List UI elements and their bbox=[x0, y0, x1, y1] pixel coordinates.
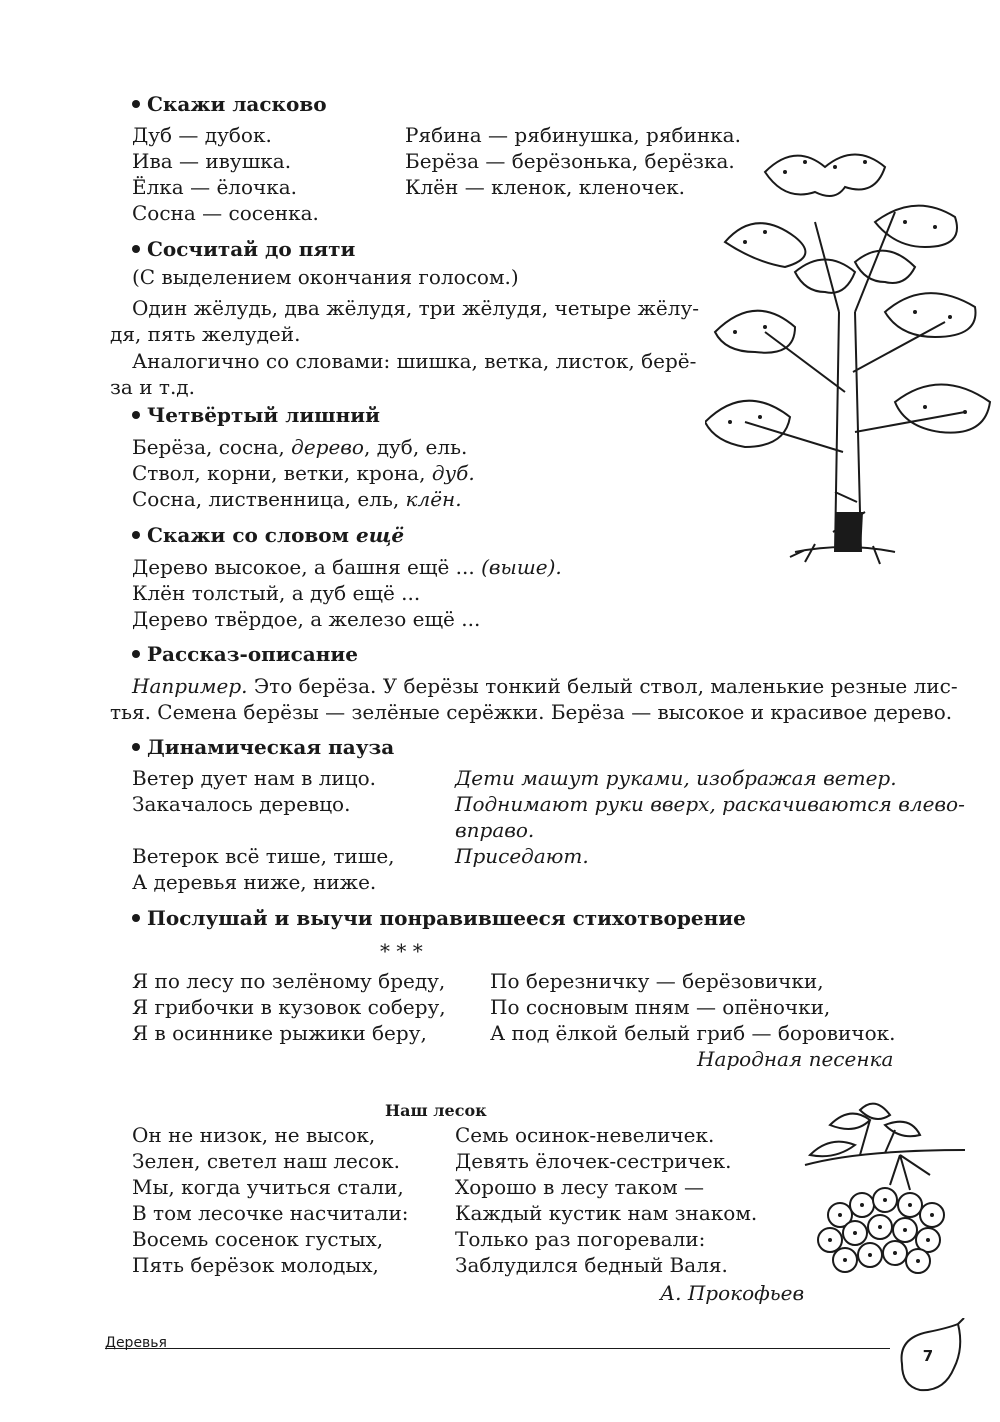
word-pair: Клён — кленок, кленочек. bbox=[405, 175, 686, 199]
heading-say-with-more: Скажи со словом ещё bbox=[132, 522, 404, 548]
comparison-line: Клён толстый, а дуб ещё ... bbox=[132, 581, 421, 605]
poem-source: Народная песенка bbox=[697, 1047, 894, 1071]
poem-line: Зелен, светел наш лесок. bbox=[132, 1149, 400, 1173]
poem-line: Семь осинок-невеличек. bbox=[455, 1123, 715, 1147]
footer-rule bbox=[105, 1348, 890, 1349]
verse-line: Ветерок всё тише, тише, bbox=[132, 844, 395, 868]
poem-title: Наш лесок bbox=[385, 1101, 487, 1120]
verse-line: А деревья ниже, ниже. bbox=[132, 870, 377, 894]
rowan-berries-illustration bbox=[800, 1095, 970, 1285]
poem-line: Я грибочки в кузовок соберу, bbox=[132, 995, 446, 1019]
word-pair: Дуб — дубок. bbox=[132, 123, 272, 147]
poem-line: Я по лесу по зелёному бреду, bbox=[132, 969, 446, 993]
poem-line: Хорошо в лесу таком — bbox=[455, 1175, 705, 1199]
bullet-icon bbox=[132, 411, 140, 419]
poem1-right bbox=[490, 968, 896, 1046]
poem-line: Девять ёлочек-сестричек. bbox=[455, 1149, 732, 1173]
poem2-left bbox=[132, 1122, 409, 1278]
comparison-line: Дерево высокое, а башня ещё ... (выше). bbox=[132, 555, 562, 579]
footer-section-title: Деревья bbox=[105, 1335, 167, 1351]
paragraph-line: за и т.д. bbox=[110, 375, 195, 399]
word-pairs-right bbox=[405, 122, 741, 200]
poem-line: Мы, когда учиться стали, bbox=[132, 1175, 404, 1199]
paragraph-line: Например. Это берёза. У берёзы тонкий белый ствол, маленькие резные лис- bbox=[132, 674, 958, 698]
word-pairs-left bbox=[132, 122, 319, 226]
bullet-icon bbox=[132, 743, 140, 751]
poem-line: В том лесочке насчитали: bbox=[132, 1201, 409, 1225]
action-line: Дети машут руками, изображая ветер. bbox=[455, 766, 897, 790]
bullet-icon bbox=[132, 100, 140, 108]
heading-count-to-five: Сосчитай до пяти bbox=[132, 236, 355, 262]
heading-say-affectionately: Скажи ласково bbox=[132, 91, 327, 117]
paragraph-line: Один жёлудь, два жёлудя, три жёлудя, четыре жёлу- bbox=[132, 296, 699, 320]
page-number: 7 bbox=[922, 1347, 934, 1365]
paragraph-line: Аналогично со словами: шишка, ветка, листок, берё- bbox=[132, 349, 697, 373]
paragraph-line: дя, пять желудей. bbox=[110, 322, 301, 346]
poem-separator: * * * bbox=[380, 939, 423, 963]
heading-listen-and-learn: Послушай и выучи понравившееся стихотворение bbox=[132, 905, 746, 931]
instruction-note: (С выделением окончания голосом.) bbox=[132, 265, 519, 289]
poem-line: А под ёлкой белый гриб — боровичок. bbox=[490, 1021, 896, 1045]
heading-odd-one-out: Четвёртый лишний bbox=[132, 402, 380, 428]
poem-author: А. Прокофьев bbox=[660, 1281, 805, 1305]
poem-line: По сосновым пням — опёночки, bbox=[490, 995, 831, 1019]
word-pair: Берёза — берёзонька, берёзка. bbox=[405, 149, 735, 173]
poem-line: Пять берёзок молодых, bbox=[132, 1253, 379, 1277]
poem-line: Восемь сосенок густых, bbox=[132, 1227, 384, 1251]
action-line: Поднимают руки вверх, раскачиваются влево- bbox=[455, 792, 965, 816]
word-pair: Ива — ивушка. bbox=[132, 149, 292, 173]
poem2-right bbox=[455, 1122, 757, 1278]
word-pair: Рябина — рябинушка, рябинка. bbox=[405, 123, 741, 147]
word-pair: Ёлка — ёлочка. bbox=[132, 175, 298, 199]
bullet-icon bbox=[132, 531, 140, 539]
comparison-line: Дерево твёрдое, а железо ещё ... bbox=[132, 607, 481, 631]
poem-line: Каждый кустик нам знаком. bbox=[455, 1201, 758, 1225]
bullet-icon bbox=[132, 245, 140, 253]
odd-one-out-row: Сосна, лиственница, ель, клён. bbox=[132, 487, 462, 511]
poem-line: Заблудился бедный Валя. bbox=[455, 1253, 728, 1277]
bullet-icon bbox=[132, 650, 140, 658]
verse-line: Закачалось деревцо. bbox=[132, 792, 351, 816]
birch-tree-illustration bbox=[705, 132, 995, 572]
paragraph-line: тья. Семена берёзы — зелёные серёжки. Берёза — высокое и красивое дерево. bbox=[110, 700, 953, 724]
poem-line: Только раз погоревали: bbox=[455, 1227, 706, 1251]
bullet-icon bbox=[132, 914, 140, 922]
heading-dynamic-pause: Динамическая пауза bbox=[132, 734, 394, 760]
odd-one-out-row: Берёза, сосна, дерево, дуб, ель. bbox=[132, 435, 468, 459]
action-line: Приседают. bbox=[455, 844, 589, 868]
poem-line: Он не низок, не высок, bbox=[132, 1123, 376, 1147]
pause-verses bbox=[132, 765, 395, 895]
verse-line bbox=[132, 817, 395, 843]
action-line: вправо. bbox=[455, 818, 535, 842]
word-pair: Сосна — сосенка. bbox=[132, 201, 319, 225]
poem-line: Я в осиннике рыжики беру, bbox=[132, 1021, 427, 1045]
poem1-left bbox=[132, 968, 446, 1046]
odd-one-out-row: Ствол, корни, ветки, крона, дуб. bbox=[132, 461, 475, 485]
poem-line: По березничку — берёзовички, bbox=[490, 969, 824, 993]
heading-descriptive-story: Рассказ-описание bbox=[132, 641, 358, 667]
pause-actions bbox=[455, 765, 965, 869]
verse-line: Ветер дует нам в лицо. bbox=[132, 766, 377, 790]
